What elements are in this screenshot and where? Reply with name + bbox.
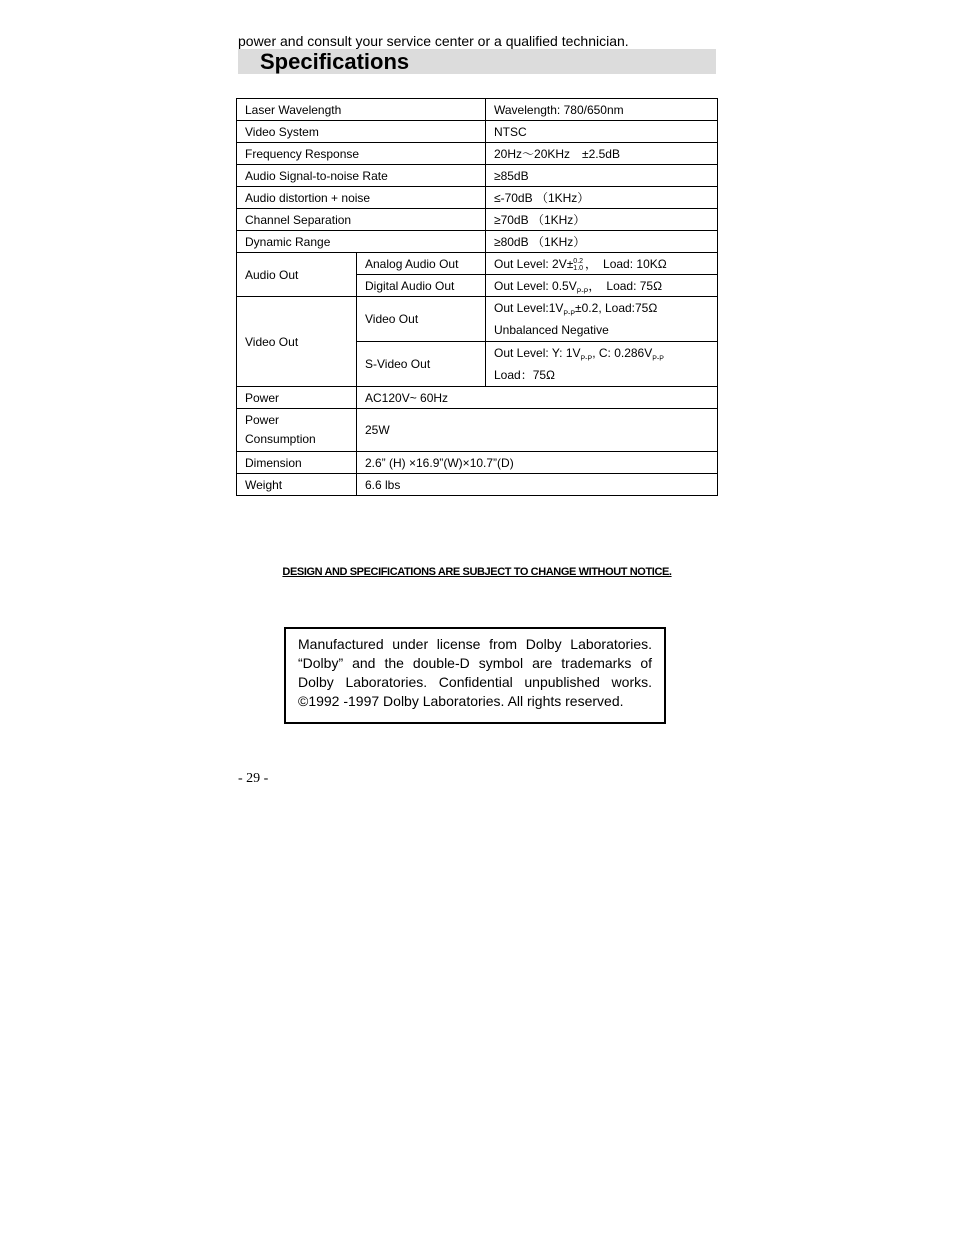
tolerance-stack xyxy=(573,258,583,272)
subscript: P-P xyxy=(580,355,593,363)
spec-value-text: ， Load: 10KΩ xyxy=(585,257,667,271)
table-row xyxy=(237,165,718,187)
table-row xyxy=(237,143,718,165)
table-row xyxy=(237,99,718,121)
table-row xyxy=(237,253,718,275)
spec-value: ≥80dB （1KHz） xyxy=(486,231,718,253)
page-number: - 29 - xyxy=(238,771,269,786)
spec-value xyxy=(486,342,718,387)
spec-label-line: Power xyxy=(245,413,280,427)
spec-label: Channel Separation xyxy=(237,209,486,231)
spec-label: Audio distortion + noise xyxy=(237,187,486,209)
table-row xyxy=(237,297,718,342)
spec-value: 6.6 lbs xyxy=(357,474,718,496)
spec-value: ≤-70dB （1KHz） xyxy=(486,187,718,209)
table-row xyxy=(237,387,718,409)
spec-label: Dimension xyxy=(237,452,357,474)
spec-value: ≥85dB xyxy=(486,165,718,187)
tolerance-lower: 1.0 xyxy=(573,264,584,272)
table-row xyxy=(237,187,718,209)
spec-value xyxy=(486,253,718,275)
intro-text: power and consult your service center or a qualified technician. xyxy=(238,33,629,49)
dolby-license-box: Manufactured under license from Dolby Laboratories. “Dolby” and the double-D symbol are trademarks of Dolby Laboratories. Confidential unpublished works. ©1992 -1997 Dolby Laboratories. All rights reserved. xyxy=(284,627,666,724)
spec-value: 25W xyxy=(357,409,718,452)
spec-value-text: ±0.2, Load:75Ω xyxy=(575,301,658,315)
spec-label: Analog Audio Out xyxy=(357,253,486,275)
table-row xyxy=(237,231,718,253)
spec-value-text: Out Level: Y: 1V xyxy=(494,346,581,360)
spec-value: 20Hz～20KHz ±2.5dB xyxy=(486,143,718,165)
spec-value xyxy=(486,275,718,297)
spec-label-line: Consumption xyxy=(245,432,316,446)
spec-value: AC120V~ 60Hz xyxy=(357,387,718,409)
spec-value-text: Load：75Ω xyxy=(494,368,556,382)
spec-label: S-Video Out xyxy=(357,342,486,387)
spec-label: Video System xyxy=(237,121,486,143)
subscript: P-P xyxy=(576,288,589,296)
spec-value-text: Out Level: 2V± xyxy=(494,257,574,271)
subscript: P-P xyxy=(563,310,576,318)
spec-value-text: , C: 0.286V xyxy=(592,346,653,360)
spec-value: Wavelength: 780/650nm xyxy=(486,99,718,121)
change-notice: DESIGN AND SPECIFICATIONS ARE SUBJECT TO CHANGE WITHOUT NOTICE. xyxy=(282,566,672,578)
spec-group-label: Audio Out xyxy=(237,253,357,297)
spec-value: ≥70dB （1KHz） xyxy=(486,209,718,231)
spec-label: Audio Signal-to-noise Rate xyxy=(237,165,486,187)
spec-value-text: ， Load: 75Ω xyxy=(588,279,663,293)
section-heading-bar xyxy=(238,49,716,74)
spec-group-label: Video Out xyxy=(237,297,357,387)
table-row xyxy=(237,409,718,452)
spec-value-text: Out Level:1V xyxy=(494,301,564,315)
spec-value: 2.6” (H) ×16.9”(W)×10.7”(D) xyxy=(357,452,718,474)
spec-value-text: Out Level: 0.5V xyxy=(494,279,577,293)
spec-value: NTSC xyxy=(486,121,718,143)
spec-value xyxy=(486,297,718,342)
spec-label: Laser Wavelength xyxy=(237,99,486,121)
table-row xyxy=(237,209,718,231)
spec-label: Video Out xyxy=(357,297,486,342)
table-row xyxy=(237,121,718,143)
tolerance-upper: 0.2 xyxy=(573,257,584,265)
spec-label: Power xyxy=(237,387,357,409)
spec-label: Dynamic Range xyxy=(237,231,486,253)
spec-label: Digital Audio Out xyxy=(357,275,486,297)
spec-label xyxy=(237,409,357,452)
spec-label: Weight xyxy=(237,474,357,496)
table-row xyxy=(237,452,718,474)
specifications-table xyxy=(236,98,718,496)
table-row xyxy=(237,474,718,496)
spec-label: Frequency Response xyxy=(237,143,486,165)
subscript: P-P xyxy=(652,355,664,363)
section-heading: Specifications xyxy=(260,49,410,74)
spec-value-text: Unbalanced Negative xyxy=(494,323,609,337)
